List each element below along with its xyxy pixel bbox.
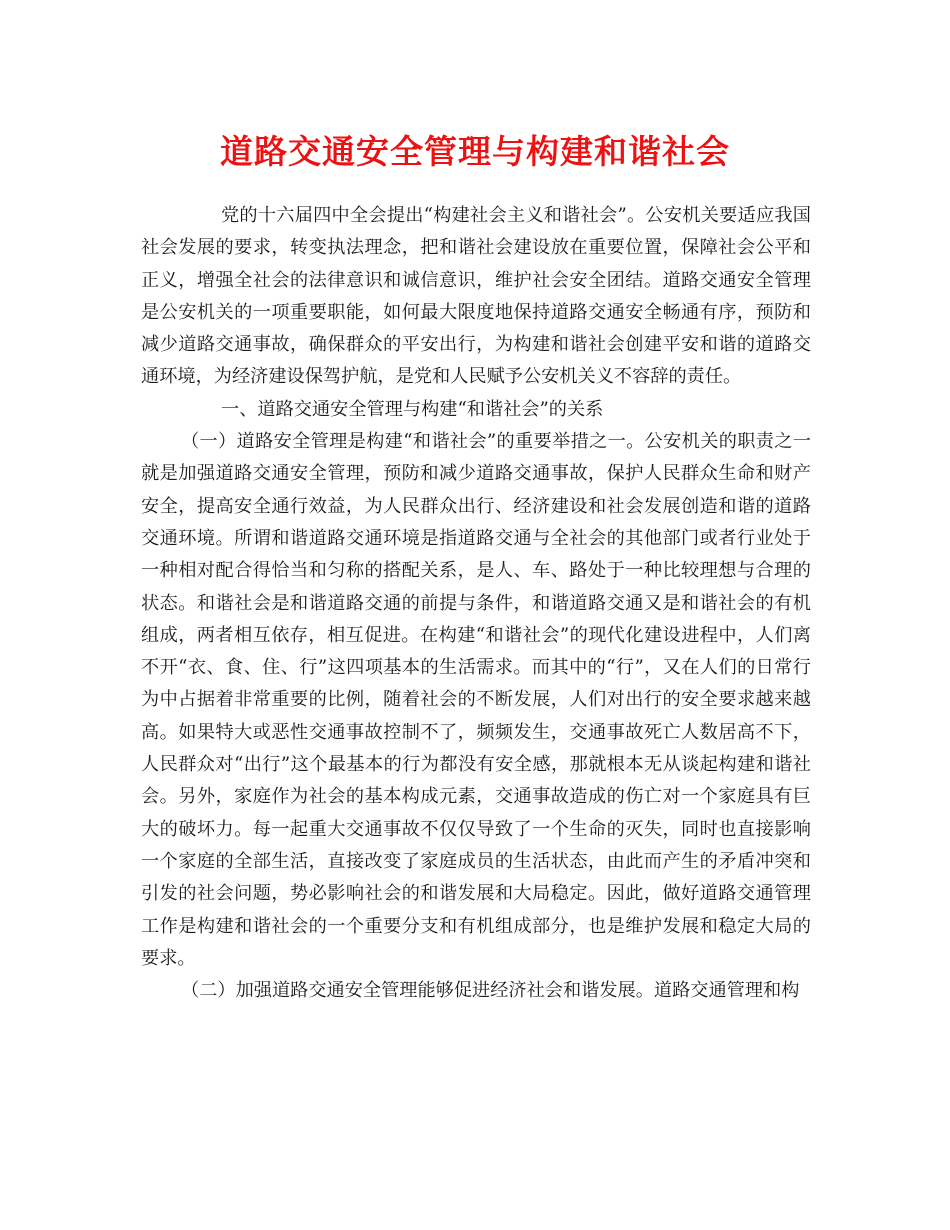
section-1-2-paragraph: （二）加强道路交通安全管理能够促进经济社会和谐发展。道路交通管理和构 (181, 980, 800, 1002)
intro-paragraph: 党的十六届四中全会提出“构建社会主义和谐社会”。公安机关要适应我国社会发展的要求，转变执法理念，把和谐社会建设放在重要位置，保障社会公平和正义，增强全社会的法律意识和诚信意识，维护社会安全团结。道路交通安全管理是公安机关的一项重要职能，如何最大限度地保持道路交通安全畅通有序，预防和减少道路交通事故，确保群众的平安出行，为构建和谐社会创建平安和谐的道路交通环境，为经济建设保驾护航，是党和人民赋予公安机关义不容辞的责任。 (141, 205, 811, 388)
section-1-1-paragraph: （一）道路安全管理是构建“和谐社会”的重要举措之一。公安机关的职责之一就是加强道路交通安全管理，预防和减少道路交通事故，保护人民群众生命和财产安全，提高安全通行效益，为人民群众出行、经济建设和社会发展创造和谐的道路交通环境。所谓和谐道路交通环境是指道路交通与全社会的其他部门或者行业处于一种相对配合得恰当和匀称的搭配关系，是人、车、路处于一种比较理想与合理的状态。和谐社会是和谐道路交通的前提与条件，和谐道路交通又是和谐社会的有机组成，两者相互依存，相互促进。在构建“和谐社会”的现代化建设进程中，人们离不开“衣、食、住、行”这四项基本的生活需求。而其中的“行”，又在人们的日常行为中占据着非常重要的比例，随着社会的不断发展，人们对出行的安全要求越来越高。如果特大或恶性交通事故控制不了，频频发生，交通事故死亡人数居高不下，人民群众对“出行”这个最基本的行为都没有安全感，那就根本无从谈起构建和谐社会。另外，家庭作为社会的基本构成元素，交通事故造成的伤亡对一个家庭具有巨大的破坏力。每一起重大交通事故不仅仅导致了一个生命的灭失，同时也直接影响一个家庭的全部生活，直接改变了家庭成员的生活状态，由此而产生的矛盾冲突和引发的社会问题，势必影响社会的和谐发展和大局稳定。因此，做好道路交通管理工作是构建和谐社会的一个重要分支和有机组成部分，也是维护发展和稳定大局的要求。 (141, 431, 811, 969)
section-1-heading: 一、道路交通安全管理与构建“和谐社会”的关系 (221, 398, 604, 420)
document-body (141, 200, 811, 1007)
document-title: 道路交通安全管理与构建和谐社会 (220, 132, 730, 171)
